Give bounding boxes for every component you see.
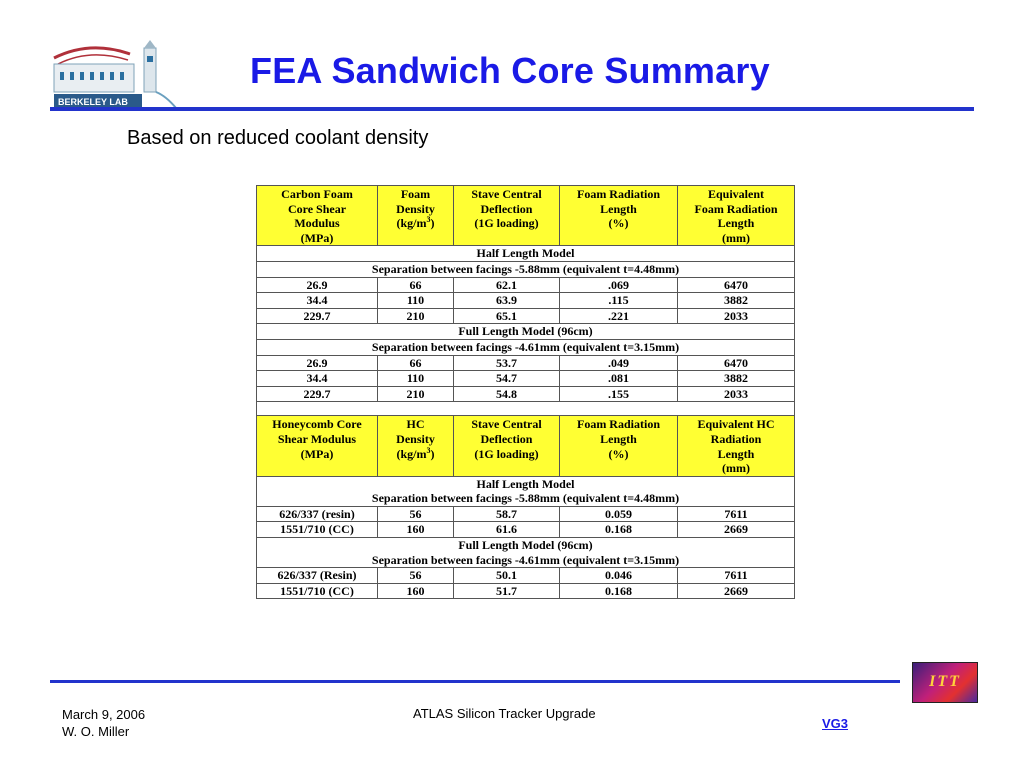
header-foam-radiation-length: Foam Radiation Length (%) (560, 186, 678, 246)
table-row: 626/337 (resin) 56 58.7 0.059 7611 (257, 506, 795, 522)
foam-header-row (257, 186, 795, 246)
header-stave-deflection: Stave Central Deflection (1G loading) (454, 186, 560, 246)
footer-date: March 9, 2006 (62, 707, 146, 722)
footer-author: W. O. Miller (62, 724, 130, 739)
section-separation-row: Separation between facings -5.88mm (equivalent t=4.48mm) (257, 261, 795, 277)
fea-summary-table (256, 185, 795, 599)
section-title-row: Half Length Model (257, 246, 795, 262)
footer-link-vg3[interactable]: VG3 (822, 716, 849, 731)
section-separation-row: Separation between facings -4.61mm (equivalent t=3.15mm) (257, 339, 795, 355)
footer-credits (62, 706, 145, 740)
header-hc-equivalent-radiation-length: Equivalent HC Radiation Length (mm) (678, 416, 795, 476)
header-hc-stave-deflection: Stave Central Deflection (1G loading) (454, 416, 560, 476)
footer-divider (50, 680, 900, 683)
table-row: 1551/710 (CC) 160 51.7 0.168 2669 (257, 583, 795, 599)
table-row: 229.7 210 65.1 .221 2033 (257, 308, 795, 324)
header-equivalent-radiation-length: Equivalent Foam Radiation Length (mm) (678, 186, 795, 246)
table-row: 34.4 110 63.9 .115 3882 (257, 293, 795, 309)
table-row: 34.4 110 54.7 .081 3882 (257, 371, 795, 387)
header-hc-foam-radiation-length: Foam Radiation Length (%) (560, 416, 678, 476)
header-honeycomb-modulus: Honeycomb Core Shear Modulus (MPa) (257, 416, 378, 476)
table-spacer-row (257, 402, 795, 416)
header-carbon-foam-modulus: Carbon Foam Core Shear Modulus (MPa) (257, 186, 378, 246)
itt-logo-text: ITT (929, 673, 961, 690)
berkeley-lab-logo (50, 38, 178, 110)
section-title-row: Full Length Model (96cm) (257, 538, 795, 553)
header-hc-density: HC Density $(kg/m^3)$ (378, 416, 454, 476)
berkeley-lab-logo-icon (50, 38, 178, 110)
section-title-row: Full Length Model (96cm) (257, 324, 795, 340)
honeycomb-header-row (257, 416, 795, 476)
header-foam-density: Foam Density $(kg/m^3)$ (378, 186, 454, 246)
table-row: 26.9 66 53.7 .049 6470 (257, 355, 795, 371)
svg-text:BERKELEY LAB: BERKELEY LAB (58, 97, 128, 107)
itt-logo (912, 662, 978, 703)
table-row: 26.9 66 62.1 .069 6470 (257, 277, 795, 293)
page-title: FEA Sandwich Core Summary (250, 50, 770, 91)
subtitle: Based on reduced coolant density (127, 127, 429, 149)
table-row: 1551/710 (CC) 160 61.6 0.168 2669 (257, 522, 795, 538)
footer-project-title: ATLAS Silicon Tracker Upgrade (413, 706, 596, 721)
table-row: 626/337 (Resin) 56 50.1 0.046 7611 (257, 568, 795, 584)
section-separation-row: Separation between facings -4.61mm (equivalent t=3.15mm) (257, 553, 795, 568)
table-row: 229.7 210 54.8 .155 2033 (257, 386, 795, 402)
section-title-row: Half Length Model (257, 476, 795, 491)
title-divider (50, 107, 974, 111)
section-separation-row: Separation between facings -5.88mm (equivalent t=4.48mm) (257, 491, 795, 506)
